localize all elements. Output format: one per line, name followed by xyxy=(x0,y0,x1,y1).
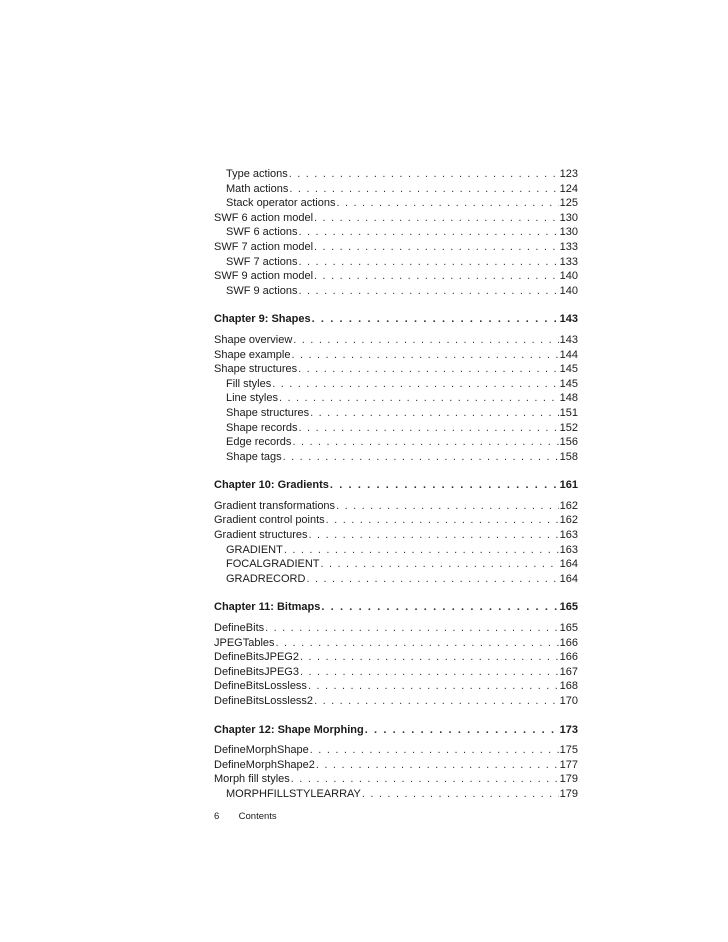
toc-entry-page-number: 145 xyxy=(559,377,578,390)
dot-leader xyxy=(314,694,559,709)
toc-entry-page-number: 143 xyxy=(559,313,578,326)
toc-entry[interactable] xyxy=(214,787,578,802)
toc-entry-page-number: 125 xyxy=(559,197,578,210)
toc-entry-title: Chapter 11: Bitmaps xyxy=(214,601,321,614)
toc-entry-title: Line styles xyxy=(226,392,278,405)
toc-entry-title: DefineBitsJPEG3 xyxy=(214,665,299,678)
dot-leader xyxy=(308,679,559,694)
toc-entry[interactable] xyxy=(214,391,578,406)
toc-entry-page-number: 173 xyxy=(559,723,578,736)
dot-leader xyxy=(291,348,558,363)
dot-leader xyxy=(365,723,559,738)
toc-entry-title: Chapter 12: Shape Morphing xyxy=(214,723,364,736)
dot-leader xyxy=(299,284,559,299)
toc-entry[interactable] xyxy=(214,211,578,226)
toc-chapter-heading[interactable] xyxy=(214,312,578,327)
dot-leader xyxy=(276,636,559,651)
toc-entry-page-number: 144 xyxy=(559,348,578,361)
dot-leader xyxy=(326,513,559,528)
toc-entry[interactable] xyxy=(214,679,578,694)
dot-leader xyxy=(330,478,559,493)
footer-label: Contents xyxy=(238,811,277,822)
toc-entry-title: SWF 7 actions xyxy=(226,255,298,268)
toc-entry-page-number: 148 xyxy=(559,392,578,405)
dot-leader xyxy=(272,377,558,392)
toc-entry[interactable] xyxy=(214,377,578,392)
dot-leader xyxy=(316,758,559,773)
toc-entry-title: Edge records xyxy=(226,436,292,449)
toc-entry-title: Gradient transformations xyxy=(214,499,336,512)
toc-entry-title: GRADIENT xyxy=(226,543,283,556)
toc-entry-page-number: 151 xyxy=(559,406,578,419)
toc-entry-page-number: 162 xyxy=(559,514,578,527)
dot-leader xyxy=(310,743,559,758)
toc-entry-page-number: 140 xyxy=(559,270,578,283)
toc-entry[interactable] xyxy=(214,333,578,348)
toc-entry[interactable] xyxy=(214,543,578,558)
dot-leader xyxy=(293,333,558,348)
toc-entry-page-number: 156 xyxy=(559,436,578,449)
toc-entry-title: Type actions xyxy=(226,168,288,180)
toc-entry-page-number: 167 xyxy=(559,665,578,678)
toc-entry[interactable] xyxy=(214,772,578,787)
toc-entry-title: Gradient control points xyxy=(214,514,325,527)
toc-entry-title: Chapter 10: Gradients xyxy=(214,479,329,492)
toc-entry-page-number: 165 xyxy=(559,622,578,635)
toc-entry-title: DefineMorphShape2 xyxy=(214,758,315,771)
dot-leader xyxy=(300,650,559,665)
dot-leader xyxy=(314,240,559,255)
toc-entry-page-number: 163 xyxy=(559,529,578,542)
toc-entry-title: Chapter 9: Shapes xyxy=(214,313,311,326)
dot-leader xyxy=(314,269,559,284)
toc-entry-page-number: 166 xyxy=(559,636,578,649)
toc-entry-page-number: 130 xyxy=(559,211,578,224)
toc-entry[interactable] xyxy=(214,557,578,572)
toc-entry-title: Shape tags xyxy=(226,450,282,463)
toc-entry-title: DefineBitsLossless xyxy=(214,680,307,693)
toc-entry[interactable] xyxy=(214,225,578,240)
toc-entry-page-number: 179 xyxy=(559,773,578,786)
toc-entry-page-number: 163 xyxy=(559,543,578,556)
toc-entry[interactable] xyxy=(214,499,578,514)
toc-entry-page-number: 170 xyxy=(559,695,578,707)
toc-entry-page-number: 166 xyxy=(559,651,578,664)
toc-entry-title: FOCALGRADIENT xyxy=(226,558,320,571)
footer-page-number: 6 xyxy=(214,811,220,822)
toc-entry[interactable] xyxy=(214,269,578,284)
toc-entry-page-number: 175 xyxy=(559,744,578,757)
dot-leader xyxy=(336,196,558,211)
toc-entry[interactable] xyxy=(214,284,578,299)
toc-chapter-heading[interactable] xyxy=(214,478,578,493)
dot-leader xyxy=(291,772,559,787)
toc-entry[interactable] xyxy=(214,758,578,773)
dot-leader xyxy=(310,406,558,421)
toc-entry-page-number: 133 xyxy=(559,255,578,268)
toc-entry-page-number: 164 xyxy=(559,558,578,571)
toc-entry-page-number: 162 xyxy=(559,499,578,512)
toc-entry-title: Shape overview xyxy=(214,333,293,346)
toc-entry-title: Math actions xyxy=(226,182,289,195)
toc-entry-title: Shape records xyxy=(226,421,298,434)
toc-entry-page-number: 158 xyxy=(559,450,578,463)
dot-leader xyxy=(289,167,559,182)
toc-entry-title: Shape example xyxy=(214,348,291,361)
toc-entry[interactable] xyxy=(214,406,578,421)
dot-leader xyxy=(299,225,559,240)
toc-entry-title: DefineMorphShape xyxy=(214,744,309,757)
toc-entry-page-number: 145 xyxy=(559,363,578,376)
toc-entry[interactable] xyxy=(214,636,578,651)
dot-leader xyxy=(321,600,558,615)
toc-entry[interactable] xyxy=(214,694,578,709)
toc-entry-title: Gradient structures xyxy=(214,529,308,542)
toc-entry[interactable] xyxy=(214,255,578,270)
toc-entry-page-number: 164 xyxy=(559,572,578,585)
toc-entry[interactable] xyxy=(214,743,578,758)
toc-entry-title: SWF 9 action model xyxy=(214,270,314,283)
dot-leader xyxy=(309,528,559,543)
dot-leader xyxy=(265,621,559,636)
toc-chapter-heading[interactable] xyxy=(214,723,578,738)
toc-chapter-heading[interactable] xyxy=(214,600,578,615)
dot-leader xyxy=(321,557,559,572)
toc-entry[interactable] xyxy=(214,572,578,587)
toc-entry[interactable] xyxy=(214,450,578,465)
toc-entry[interactable] xyxy=(214,435,578,450)
dot-leader xyxy=(336,499,559,514)
toc-entry-page-number: 143 xyxy=(559,333,578,346)
toc-entry-title: Fill styles xyxy=(226,377,272,390)
dot-leader xyxy=(362,787,559,802)
dot-leader xyxy=(314,211,559,226)
dot-leader xyxy=(292,435,558,450)
toc-entry-title: Shape structures xyxy=(226,406,310,419)
page-footer xyxy=(214,811,277,822)
toc-entry[interactable] xyxy=(214,362,578,377)
dot-leader xyxy=(306,572,558,587)
toc-entry-page-number: 140 xyxy=(559,284,578,297)
dot-leader xyxy=(289,182,558,197)
toc-entry-page-number: 152 xyxy=(559,421,578,434)
toc-entry[interactable] xyxy=(214,348,578,363)
toc-entry[interactable] xyxy=(214,182,578,197)
toc-entry[interactable] xyxy=(214,196,578,211)
toc-entry-page-number: 179 xyxy=(559,787,578,800)
table-of-contents xyxy=(214,167,578,802)
toc-entry-title: GRADRECORD xyxy=(226,572,306,585)
dot-leader xyxy=(299,421,559,436)
toc-entry-title: MORPHFILLSTYLEARRAY xyxy=(226,787,361,800)
toc-entry[interactable] xyxy=(214,665,578,680)
toc-entry-title: Shape structures xyxy=(214,363,298,376)
toc-entry-title: JPEGTables xyxy=(214,636,275,649)
toc-entry-page-number: 123 xyxy=(559,168,578,180)
toc-entry[interactable] xyxy=(214,621,578,636)
toc-entry-title: DefineBitsJPEG2 xyxy=(214,651,299,664)
toc-entry-page-number: 133 xyxy=(559,240,578,253)
dot-leader xyxy=(300,665,559,680)
toc-entry[interactable] xyxy=(214,650,578,665)
toc-entry-page-number: 130 xyxy=(559,226,578,239)
dot-leader xyxy=(283,450,559,465)
toc-entry-title: SWF 6 actions xyxy=(226,226,298,239)
toc-entry-page-number: 161 xyxy=(559,479,578,492)
dot-leader xyxy=(279,391,559,406)
toc-entry[interactable] xyxy=(214,513,578,528)
toc-entry-title: DefineBits xyxy=(214,622,265,635)
toc-entry-page-number: 124 xyxy=(559,182,578,195)
toc-entry-title: SWF 9 actions xyxy=(226,284,298,297)
toc-entry-title: Stack operator actions xyxy=(226,197,336,210)
toc-entry[interactable] xyxy=(214,528,578,543)
toc-entry[interactable] xyxy=(214,167,578,182)
toc-entry[interactable] xyxy=(214,240,578,255)
toc-entry-title: Morph fill styles xyxy=(214,773,290,786)
dot-leader xyxy=(312,312,559,327)
toc-entry-page-number: 177 xyxy=(559,758,578,771)
toc-entry-page-number: 168 xyxy=(559,680,578,693)
toc-entry-title: SWF 7 action model xyxy=(214,240,314,253)
toc-entry-page-number: 165 xyxy=(559,601,578,614)
toc-entry[interactable] xyxy=(214,421,578,436)
toc-entry-title: DefineBitsLossless2 xyxy=(214,695,314,707)
toc-entry-title: SWF 6 action model xyxy=(214,211,314,224)
dot-leader xyxy=(299,255,559,270)
dot-leader xyxy=(284,543,559,558)
dot-leader xyxy=(298,362,558,377)
